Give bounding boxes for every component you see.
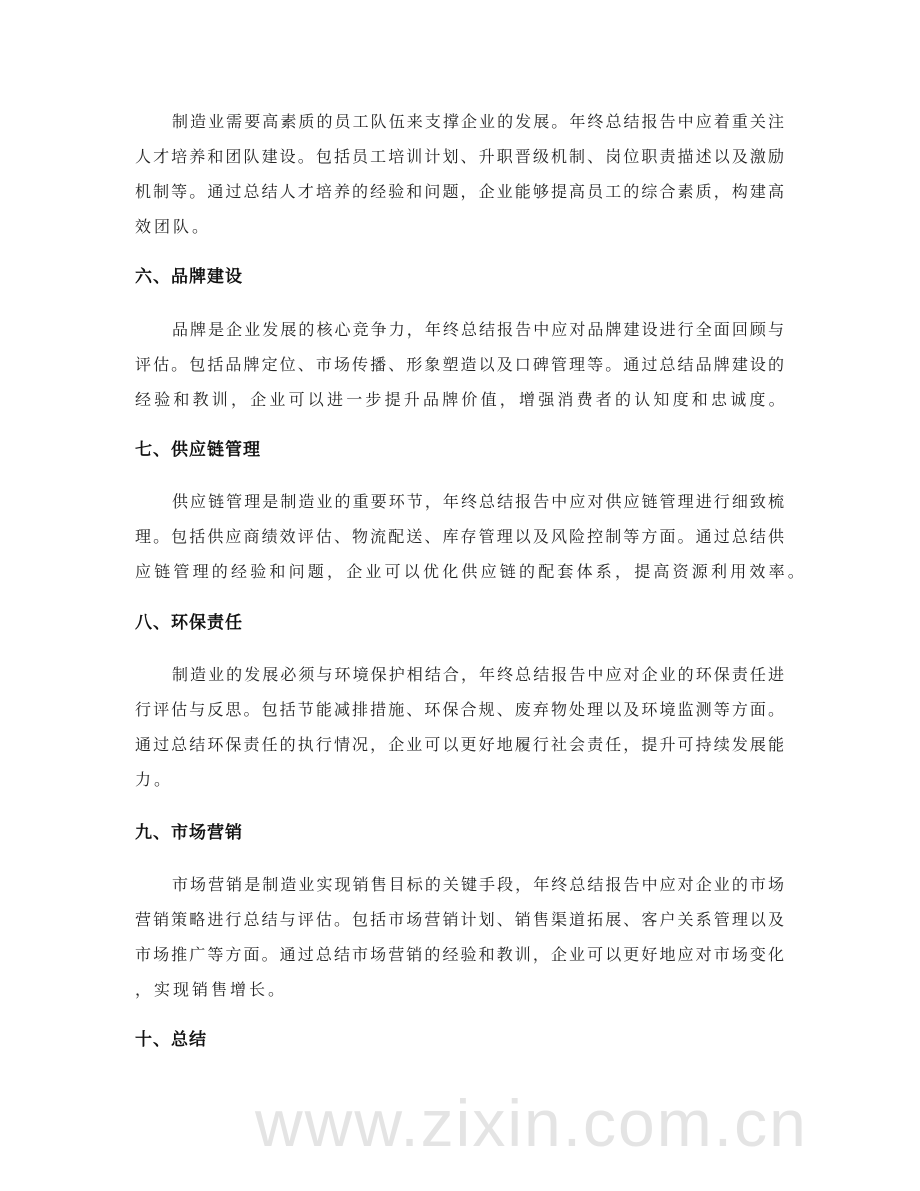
paragraph-line: 评估。包括品牌定位、市场传播、形象塑造以及口碑管理等。通过总结品牌建设的 bbox=[135, 355, 785, 374]
paragraph-line: 行评估与反思。包括节能减排措施、环保合规、废弃物处理以及环境监测等方面。 bbox=[135, 700, 785, 719]
watermark: www.zixin.com.cn bbox=[255, 1086, 808, 1160]
paragraph-line: 供应链管理是制造业的重要环节，年终总结报告中应对供应链管理进行细致梳 bbox=[172, 492, 785, 511]
paragraph-line: 制造业需要高素质的员工队伍来支撑企业的发展。年终总结报告中应着重关注 bbox=[172, 112, 785, 131]
paragraph-line: 制造业的发展必须与环境保护相结合，年终总结报告中应对企业的环保责任进 bbox=[172, 665, 785, 684]
paragraph-line: 机制等。通过总结人才培养的经验和问题，企业能够提高员工的综合素质，构建高 bbox=[135, 182, 785, 201]
section-heading: 六、品牌建设 bbox=[135, 267, 243, 287]
paragraph-line: 营销策略进行总结与评估。包括市场营销计划、销售渠道拓展、客户关系管理以及 bbox=[135, 910, 785, 929]
section-heading: 九、市场营销 bbox=[135, 823, 243, 843]
paragraph-line: 通过总结环保责任的执行情况，企业可以更好地履行社会责任，提升可持续发展能 bbox=[135, 735, 785, 754]
paragraph-line: 市场推广等方面。通过总结市场营销的经验和教训，企业可以更好地应对市场变化 bbox=[135, 945, 785, 964]
section-heading: 十、总结 bbox=[135, 1030, 207, 1050]
paragraph-line: 经验和教训，企业可以进一步提升品牌价值，增强消费者的认知度和忠诚度。 bbox=[135, 390, 788, 409]
paragraph-line: ，实现销售增长。 bbox=[135, 980, 288, 999]
paragraph-line: 效团队。 bbox=[135, 217, 212, 236]
paragraph-line: 理。包括供应商绩效评估、物流配送、库存管理以及风险控制等方面。通过总结供 bbox=[135, 527, 785, 546]
paragraph-line: 市场营销是制造业实现销售目标的关键手段，年终总结报告中应对企业的市场 bbox=[172, 875, 785, 894]
paragraph-line: 应链管理的经验和问题，企业可以优化供应链的配套体系，提高资源利用效率。 bbox=[135, 562, 808, 581]
paragraph-line: 人才培养和团队建设。包括员工培训计划、升职晋级机制、岗位职责描述以及激励 bbox=[135, 147, 785, 166]
paragraph-line: 力。 bbox=[135, 770, 174, 789]
section-heading: 七、供应链管理 bbox=[135, 440, 261, 460]
paragraph-line: 品牌是企业发展的核心竞争力，年终总结报告中应对品牌建设进行全面回顾与 bbox=[172, 320, 785, 339]
section-heading: 八、环保责任 bbox=[135, 613, 243, 633]
